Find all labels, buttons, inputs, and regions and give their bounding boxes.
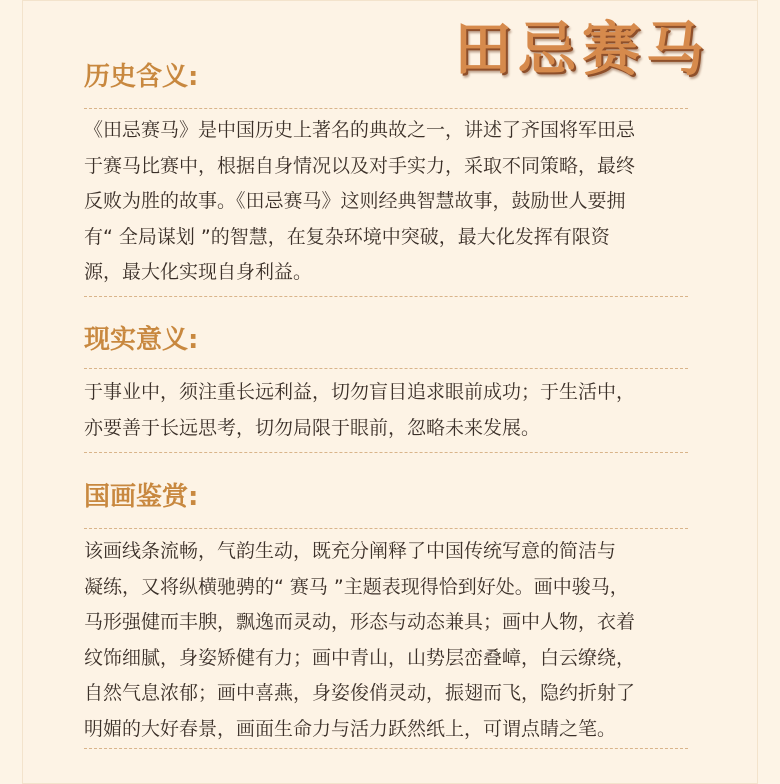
divider [84, 296, 688, 297]
divider [84, 108, 688, 109]
section-body-painting [84, 534, 694, 747]
section-body-reality [84, 375, 694, 446]
text-line: 自然气息浓郁；画中喜燕，身姿俊俏灵动，振翅而飞，隐约折射了 [84, 682, 636, 704]
text-line: 明媚的大好春景，画面生命力与活力跃然纸上，可谓点睛之笔。 [84, 717, 617, 740]
divider [84, 748, 688, 749]
section-body-history [84, 113, 694, 291]
divider [84, 368, 688, 369]
divider [84, 452, 688, 453]
text-line: 该画线条流畅，气韵生动，既充分阐释了中国传统写意的简洁与 [84, 540, 617, 562]
text-line: 于赛马比赛中，根据自身情况以及对手实力，采取不同策略，最终 [84, 154, 636, 177]
divider [84, 528, 688, 529]
text-line: 凝练，又将纵横驰骋的“ 赛马 ”主题表现得恰到好处。画中骏马， [84, 575, 629, 598]
text-line: 《田忌赛马》是中国历史上著名的典故之一，讲述了齐国将军田忌 [84, 119, 636, 141]
text-line: 有“ 全局谋划 ”的智慧，在复杂环境中突破，最大化发挥有限资 [84, 225, 610, 248]
text-line: 亦要善于长远思考，切勿局限于眼前，忽略未来发展。 [84, 416, 541, 439]
text-line: 纹饰细腻，身姿矫健有力；画中青山，山势层峦叠嶂，白云缭绕， [84, 646, 636, 669]
text-line: 反败为胜的故事。《田忌赛马》这则经典智慧故事，鼓励世人要拥 [84, 190, 626, 212]
text-line: 源，最大化实现自身利益。 [84, 261, 313, 283]
text-line: 于事业中，须注重长远利益，切勿盲目追求眼前成功；于生活中， [84, 381, 636, 403]
section-heading-reality: 现实意义: [84, 325, 199, 355]
text-line: 马形强健而丰腴，飘逸而灵动，形态与动态兼具；画中人物，衣着 [84, 611, 636, 633]
section-heading-painting: 国画鉴赏: [84, 482, 199, 512]
page-title: 田忌赛马 [454, 15, 711, 83]
section-heading-history: 历史含义: [84, 62, 199, 92]
